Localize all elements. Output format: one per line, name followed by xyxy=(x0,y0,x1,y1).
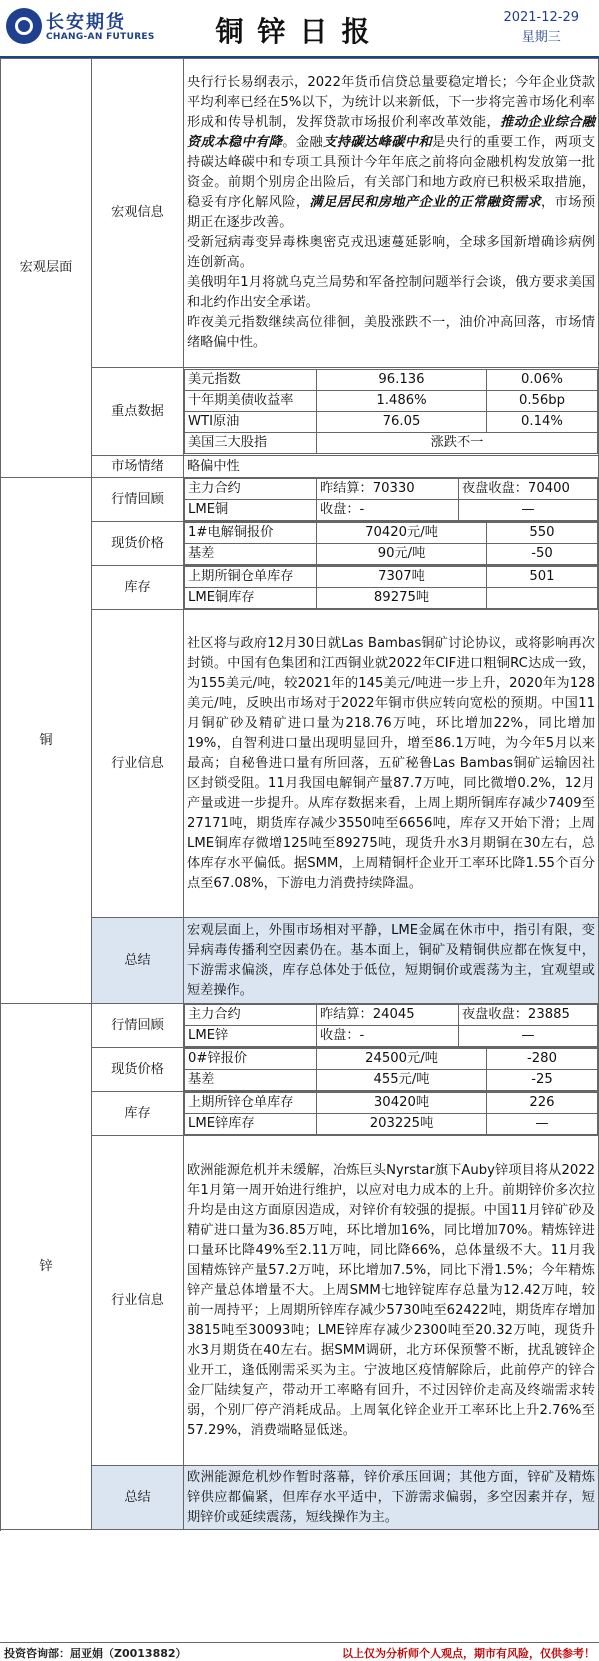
table-row: 上期所锌仓单库存 30420吨 226 xyxy=(185,1093,598,1114)
report-header xyxy=(0,0,599,58)
copper-spot-label: 现货价格 xyxy=(92,522,184,566)
table-row: 1#电解铜报价 70420元/吨 550 xyxy=(185,523,598,544)
report-footer xyxy=(0,1642,599,1661)
risk-disclaimer: 以上仅为分析师个人观点，期市有风险，仅供参考！ xyxy=(342,1647,595,1660)
macro-section-label: 宏观层面 xyxy=(1,59,92,478)
copper-stock-table xyxy=(184,566,598,609)
zinc-industry-text: 欧洲能源危机并未缓解，冶炼巨头Nyrstar旗下Auby锌项目将从2022年1月第一周开始进行维护，以应对电力成本的上升。前期锌价多次拉升均是由这方面原因造成，对锌价有较强的提振。中国11月锌矿砂及精矿进口量为36.85万吨，环比增加16%，同比增加70%。精炼锌进口量环比降49%至2.11万吨，同比降66%，总体量级不大。11月我国精炼锌产量57.2万吨，环比增加7.5%，同比下滑1.5%；今年精炼锌产量总体增量不大。上周SMM七地锌锭库存总量为12.42万吨，较前一周持平；上周期所锌库存减少5730吨至62422吨，期货库存增加3815吨至30093吨；LME锌库存减少2300吨至20.32万吨，现货升水3月期货在40左右。据SMM调研，北方环保预警不断，扰乱镀锌企业开工，逢低刚需采买为主。宁波地区疫情解除后，此前停产的锌合金厂陆续复产，带动开工率略有回升，不过因锌价走高及终端需求转弱，个别厂停产消耗成品。上周氧化锌企业开工率环比上升2.76%至57.29%，消费端略显低迷。 xyxy=(184,1136,599,1466)
copper-review-label: 行情回顾 xyxy=(92,478,184,522)
table-row: 主力合约 昨结算：24045 夜盘收盘：23885 xyxy=(185,1005,598,1026)
zinc-summary-text: 欧洲能源危机炒作暂时落幕，锌价承压回调；其他方面，锌矿及精炼锌供应都偏紧，但库存水平适中，下游需求偏弱，多空因素并存，短期锌价或延续震荡，短线操作为主。 xyxy=(184,1466,599,1530)
copper-summary-text: 宏观层面上，外围市场相对平静，LME金属在休市中，指引有限，变异病毒传播利空因素仍在。基本面上，铜矿及精铜供应都在恢复中，下游需求偏淡，库存总体处于低位，短期铜价或震荡为主，宜观望或短差操作。 xyxy=(184,918,599,1004)
copper-industry-text: 社区将与政府12月30日就Las Bambas铜矿讨论协议，或将影响再次封锁。中国有色集团和江西铜业就2022年CIF进口粗铜RC达成一致，为155美元/吨，较2021年的145美元/吨进一步上升，2020年为128美元/吨，反映出市场对于2022年铜市供应转向宽松的预期。中国11月铜矿砂及精矿进口量为218.76万吨，环比增加22%，同比增加19%，自智利进口量出现明显回升，增至86.1万吨，为今年5月以来最高；自秘鲁进口量有所回落，五矿秘鲁Las Bambas铜矿运输因社区封锁受阻。11月我国电解铜产量87.7万吨，同比微增0.2%，12月产量或进一步提升。从库存数据来看，上周上期所铜库存减少7409至27171吨，期货库存减少3550吨至6656吨，库存又开始下滑；上周LME铜库存微增125吨至89275吨，现货升水3月期铜在30左右，总体库存水平偏低。据SMM，上周精铜杆企业开工率环比降1.55个百分点至67.08%，下游电力消费持续降温。 xyxy=(184,610,599,918)
macro-info-label: 宏观信息 xyxy=(92,59,184,368)
table-row: WTI原油 76.05 0.14% xyxy=(185,412,598,433)
table-row: LME锌 收盘：- — xyxy=(185,1026,598,1047)
copper-section-label: 铜 xyxy=(1,478,92,1004)
table-row: LME铜 收盘：- — xyxy=(185,500,598,521)
report-title: 铜锌日报 xyxy=(215,15,384,48)
table-row: 美元指数 96.136 0.06% xyxy=(185,370,598,391)
table-row: 基差 90元/吨 -50 xyxy=(185,544,598,565)
zinc-summary-label: 总结 xyxy=(92,1466,184,1530)
key-data-label: 重点数据 xyxy=(92,368,184,456)
copper-industry-label: 行业信息 xyxy=(92,610,184,918)
table-row: 基差 455元/吨 -25 xyxy=(185,1070,598,1091)
table-row: 上期所铜仓单库存 7307吨 501 xyxy=(185,567,598,588)
logo-chinese-name: 长安期货 xyxy=(46,12,126,33)
macro-paragraph-2: 受新冠病毒变异毒株奥密克戎迅速蔓延影响，全球多国新增确诊病例连创新高。 xyxy=(187,235,595,270)
zinc-review-table xyxy=(184,1004,598,1047)
report-date-block xyxy=(503,8,579,48)
report-date: 2021-12-29 xyxy=(503,10,579,25)
sentiment-value: 略偏中性 xyxy=(184,456,599,478)
key-data-cell xyxy=(184,368,599,456)
macro-info-text xyxy=(184,59,599,368)
key-data-table xyxy=(184,369,598,454)
copper-stock-label: 库存 xyxy=(92,566,184,610)
report-weekday: 星期三 xyxy=(521,30,561,45)
table-row: 美国三大股指 涨跌不一 xyxy=(185,433,598,454)
copper-review-table xyxy=(184,478,598,521)
zinc-stock-label: 库存 xyxy=(92,1092,184,1136)
table-row: LME锌库存 203225吨 — xyxy=(185,1114,598,1135)
table-row: 十年期美债收益率 1.486% 0.56bp xyxy=(185,391,598,412)
zinc-industry-label: 行业信息 xyxy=(92,1136,184,1466)
macro-paragraph-4: 昨夜美元指数继续高位徘徊，美股涨跌不一，油价冲高回落，市场情绪略偏中性。 xyxy=(187,315,595,350)
zinc-spot-label: 现货价格 xyxy=(92,1048,184,1092)
analyst-contact: 投资咨询部：屈亚娟（Z0013882） xyxy=(4,1647,187,1660)
table-row: 主力合约 昨结算：70330 夜盘收盘：70400 xyxy=(185,479,598,500)
table-row: LME铜库存 89275吨 xyxy=(185,588,598,609)
zinc-section-label: 锌 xyxy=(1,1004,92,1530)
zinc-stock-table xyxy=(184,1092,598,1135)
copper-spot-table xyxy=(184,522,598,565)
report-table xyxy=(0,58,599,1530)
sentiment-label: 市场情绪 xyxy=(92,456,184,478)
zinc-review-label: 行情回顾 xyxy=(92,1004,184,1048)
logo-english-name: CHANG-AN FUTURES xyxy=(46,32,155,42)
zinc-spot-table xyxy=(184,1048,598,1091)
macro-paragraph-1: 央行行长易纲表示，2022年货币信贷总量要稳定增长；今年企业贷款平均利率已经在5%以下，为统计以来新低，下一步将完善市场化利率形成和传导机制，发挥贷款市场报价利率改革效能，推动企业综合融资成本稳中有降。金融支持碳达峰碳中和是央行的重要工作，两项支持碳达峰碳中和专项工具预计今年年底之前将向金融机构发放第一批资金。前期个别房企出险后，有关部门和地方政府已积极采取措施，稳妥有序化解风险，满足居民和房地产企业的正常融资需求，市场预期正在逐步改善。 xyxy=(187,75,596,230)
copper-summary-label: 总结 xyxy=(92,918,184,1004)
table-row: 0#锌报价 24500元/吨 -280 xyxy=(185,1049,598,1070)
macro-paragraph-3: 美俄明年1月将就乌克兰局势和军备控制问题举行会谈，俄方要求美国和北约作出安全承诺。 xyxy=(187,275,595,310)
